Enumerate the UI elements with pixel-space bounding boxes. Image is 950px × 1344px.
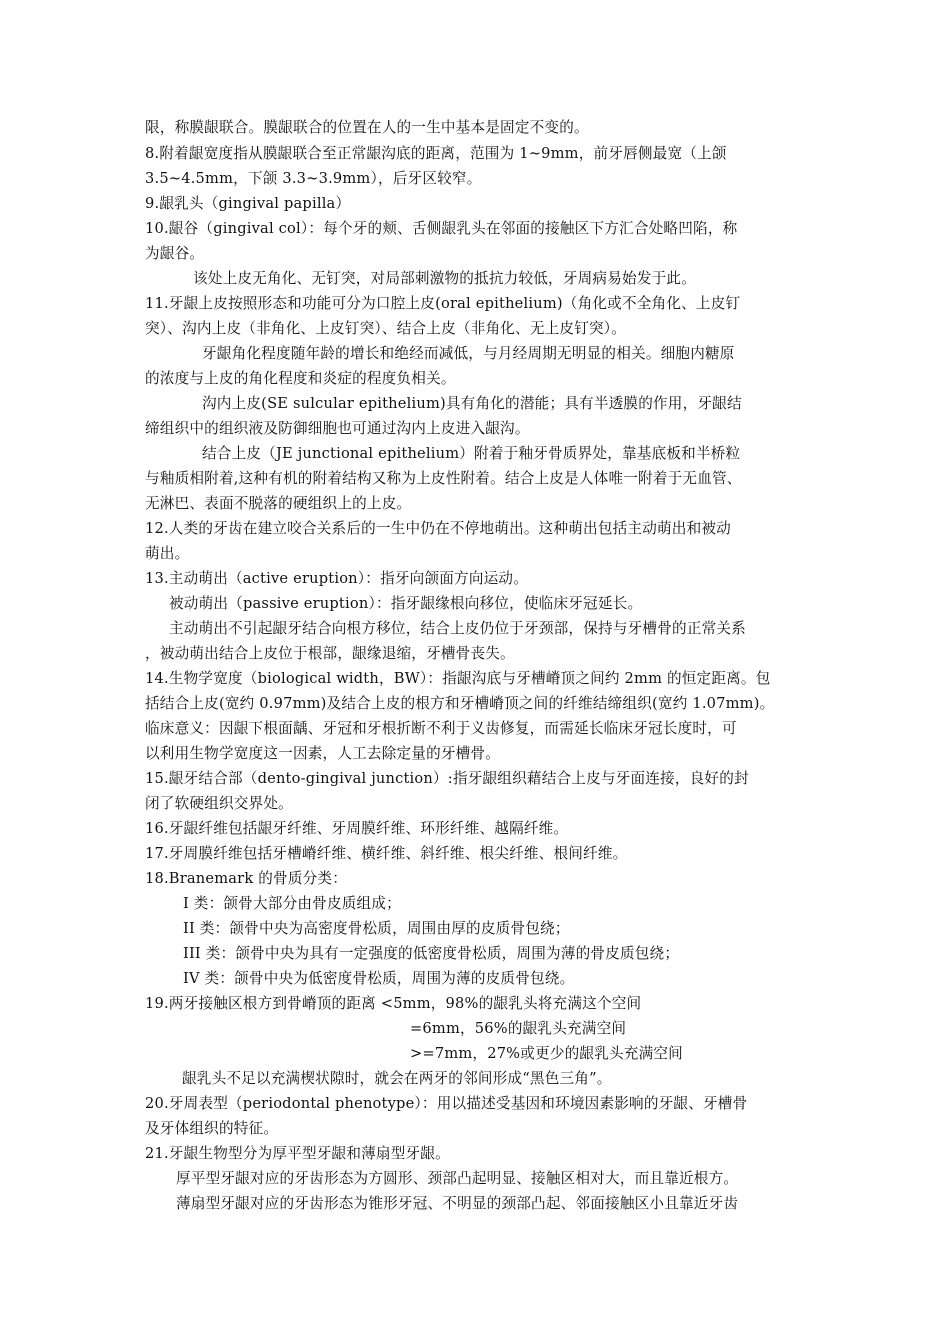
- text-line: IV 类：颌骨中央为低密度骨松质，周围为薄的皮质骨包绕。: [183, 970, 575, 987]
- text-line: 厚平型牙龈对应的牙齿形态为方圆形、颈部凸起明显、接触区相对大，而且靠近根方。: [176, 1170, 739, 1187]
- text-line: 结合上皮（JE junctional epithelium）附着于釉牙骨质界处，靠基底板和半桥粒: [202, 445, 741, 462]
- text-line: 16.牙龈纤维包括龈牙纤维、牙周膜纤维、环形纤维、越隔纤维。: [145, 820, 569, 837]
- text-line: 17.牙周膜纤维包括牙槽嵴纤维、横纤维、斜纤维、根尖纤维、根间纤维。: [145, 845, 628, 862]
- text-line: 闭了软硬组织交界处。: [145, 795, 293, 812]
- text-line: 11.牙龈上皮按照形态和功能可分为口腔上皮(oral epithelium)（角化或不全角化、上皮钉: [145, 295, 741, 312]
- text-line: 牙龈角化程度随年龄的增长和绝经而减低，与月经周期无明显的相关。细胞内糖原: [202, 345, 735, 362]
- text-line: =6mm，56%的龈乳头充满空间: [410, 1020, 627, 1037]
- text-line: 临床意义：因龈下根面龋、牙冠和牙根折断不利于义齿修复，而需延长临床牙冠长度时，可: [145, 720, 737, 737]
- text-line: 10.龈谷（gingival col）：每个牙的颊、舌侧龈乳头在邻面的接触区下方汇合处略凹陷，称: [145, 220, 738, 237]
- text-line: 的浓度与上皮的角化程度和炎症的程度负相关。: [145, 370, 456, 387]
- text-line: 该处上皮无角化、无钉突，对局部刺激物的抵抗力较低，牙周病易始发于此。: [193, 270, 696, 287]
- text-line: 13.主动萌出（active eruption）：指牙向颌面方向运动。: [145, 570, 529, 587]
- text-line: 14.生物学宽度（biological width，BW）：指龈沟底与牙槽嵴顶之间约 2mm 的恒定距离。包: [145, 670, 771, 687]
- text-line: 括结合上皮(宽约 0.97mm)及结合上皮的根方和牙槽嵴顶之间的纤维结缔组织(宽约 1.07mm)。: [145, 695, 775, 712]
- text-line: >=7mm，27%或更少的龈乳头充满空间: [410, 1045, 683, 1062]
- text-line: II 类：颌骨中央为高密度骨松质，周围由厚的皮质骨包绕；: [183, 920, 570, 937]
- text-line: 突）、沟内上皮（非角化、上皮钉突）、结合上皮（非角化、无上皮钉突）。: [145, 320, 627, 337]
- text-line: 12.人类的牙齿在建立咬合关系后的一生中仍在不停地萌出。这种萌出包括主动萌出和被动: [145, 520, 731, 537]
- text-line: 以利用生物学宽度这一因素，人工去除定量的牙槽骨。: [145, 745, 501, 762]
- text-line: 3.5~4.5mm，下颌 3.3~3.9mm），后牙区较窄。: [145, 170, 482, 187]
- text-line: 21.牙龈生物型分为厚平型牙龈和薄扇型牙龈。: [145, 1145, 450, 1162]
- text-line: 缔组织中的组织液及防御细胞也可通过沟内上皮进入龈沟。: [145, 420, 530, 437]
- text-line: 主动萌出不引起龈牙结合向根方移位，结合上皮仍位于牙颈部，保持与牙槽骨的正常关系: [169, 620, 746, 637]
- text-line: 限，称膜龈联合。膜龈联合的位置在人的一生中基本是固定不变的。: [145, 119, 589, 136]
- text-line: 萌出。: [145, 545, 190, 562]
- text-line: I 类：颌骨大部分由骨皮质组成；: [183, 895, 401, 912]
- text-line: 9.龈乳头（gingival papilla）: [145, 195, 351, 212]
- text-line: 无淋巴、表面不脱落的硬组织上的上皮。: [145, 495, 412, 512]
- text-line: 龈乳头不足以充满楔状隙时，就会在两牙的邻间形成“黑色三角”。: [182, 1070, 612, 1087]
- text-line: 被动萌出（passive eruption）：指牙龈缘根向移位，使临床牙冠延长。: [169, 595, 643, 612]
- text-line: 与釉质相附着,这种有机的附着结构又称为上皮性附着。结合上皮是人体唯一附着于无血管、: [145, 470, 742, 487]
- text-line: 18.Branemark 的骨质分类：: [145, 870, 348, 887]
- text-line: 为龈谷。: [145, 245, 205, 262]
- text-line: 沟内上皮(SE sulcular epithelium)具有角化的潜能；具有半透膜的作用，牙龈结: [202, 395, 742, 412]
- text-line: III 类：颌骨中央为具有一定强度的低密度骨松质，周围为薄的骨皮质包绕；: [183, 945, 680, 962]
- text-line: 19.两牙接触区根方到骨嵴顶的距离 <5mm，98%的龈乳头将充满这个空间: [145, 995, 642, 1012]
- text-line: 20.牙周表型（periodontal phenotype）：用以描述受基因和环境因素影响的牙龈、牙槽骨: [145, 1095, 748, 1112]
- text-line: 薄扇型牙龈对应的牙齿形态为锥形牙冠、不明显的颈部凸起、邻面接触区小且靠近牙齿: [176, 1195, 739, 1212]
- text-line: ，被动萌出结合上皮位于根部，龈缘退缩，牙槽骨丧失。: [145, 645, 515, 662]
- text-line: 15.龈牙结合部（dento-gingival junction）:指牙龈组织藉结合上皮与牙面连接，良好的封: [145, 770, 749, 787]
- text-line: 8.附着龈宽度指从膜龈联合至正常龈沟底的距离，范围为 1~9mm，前牙唇侧最宽（上颌: [145, 145, 727, 162]
- text-line: 及牙体组织的特征。: [145, 1120, 279, 1137]
